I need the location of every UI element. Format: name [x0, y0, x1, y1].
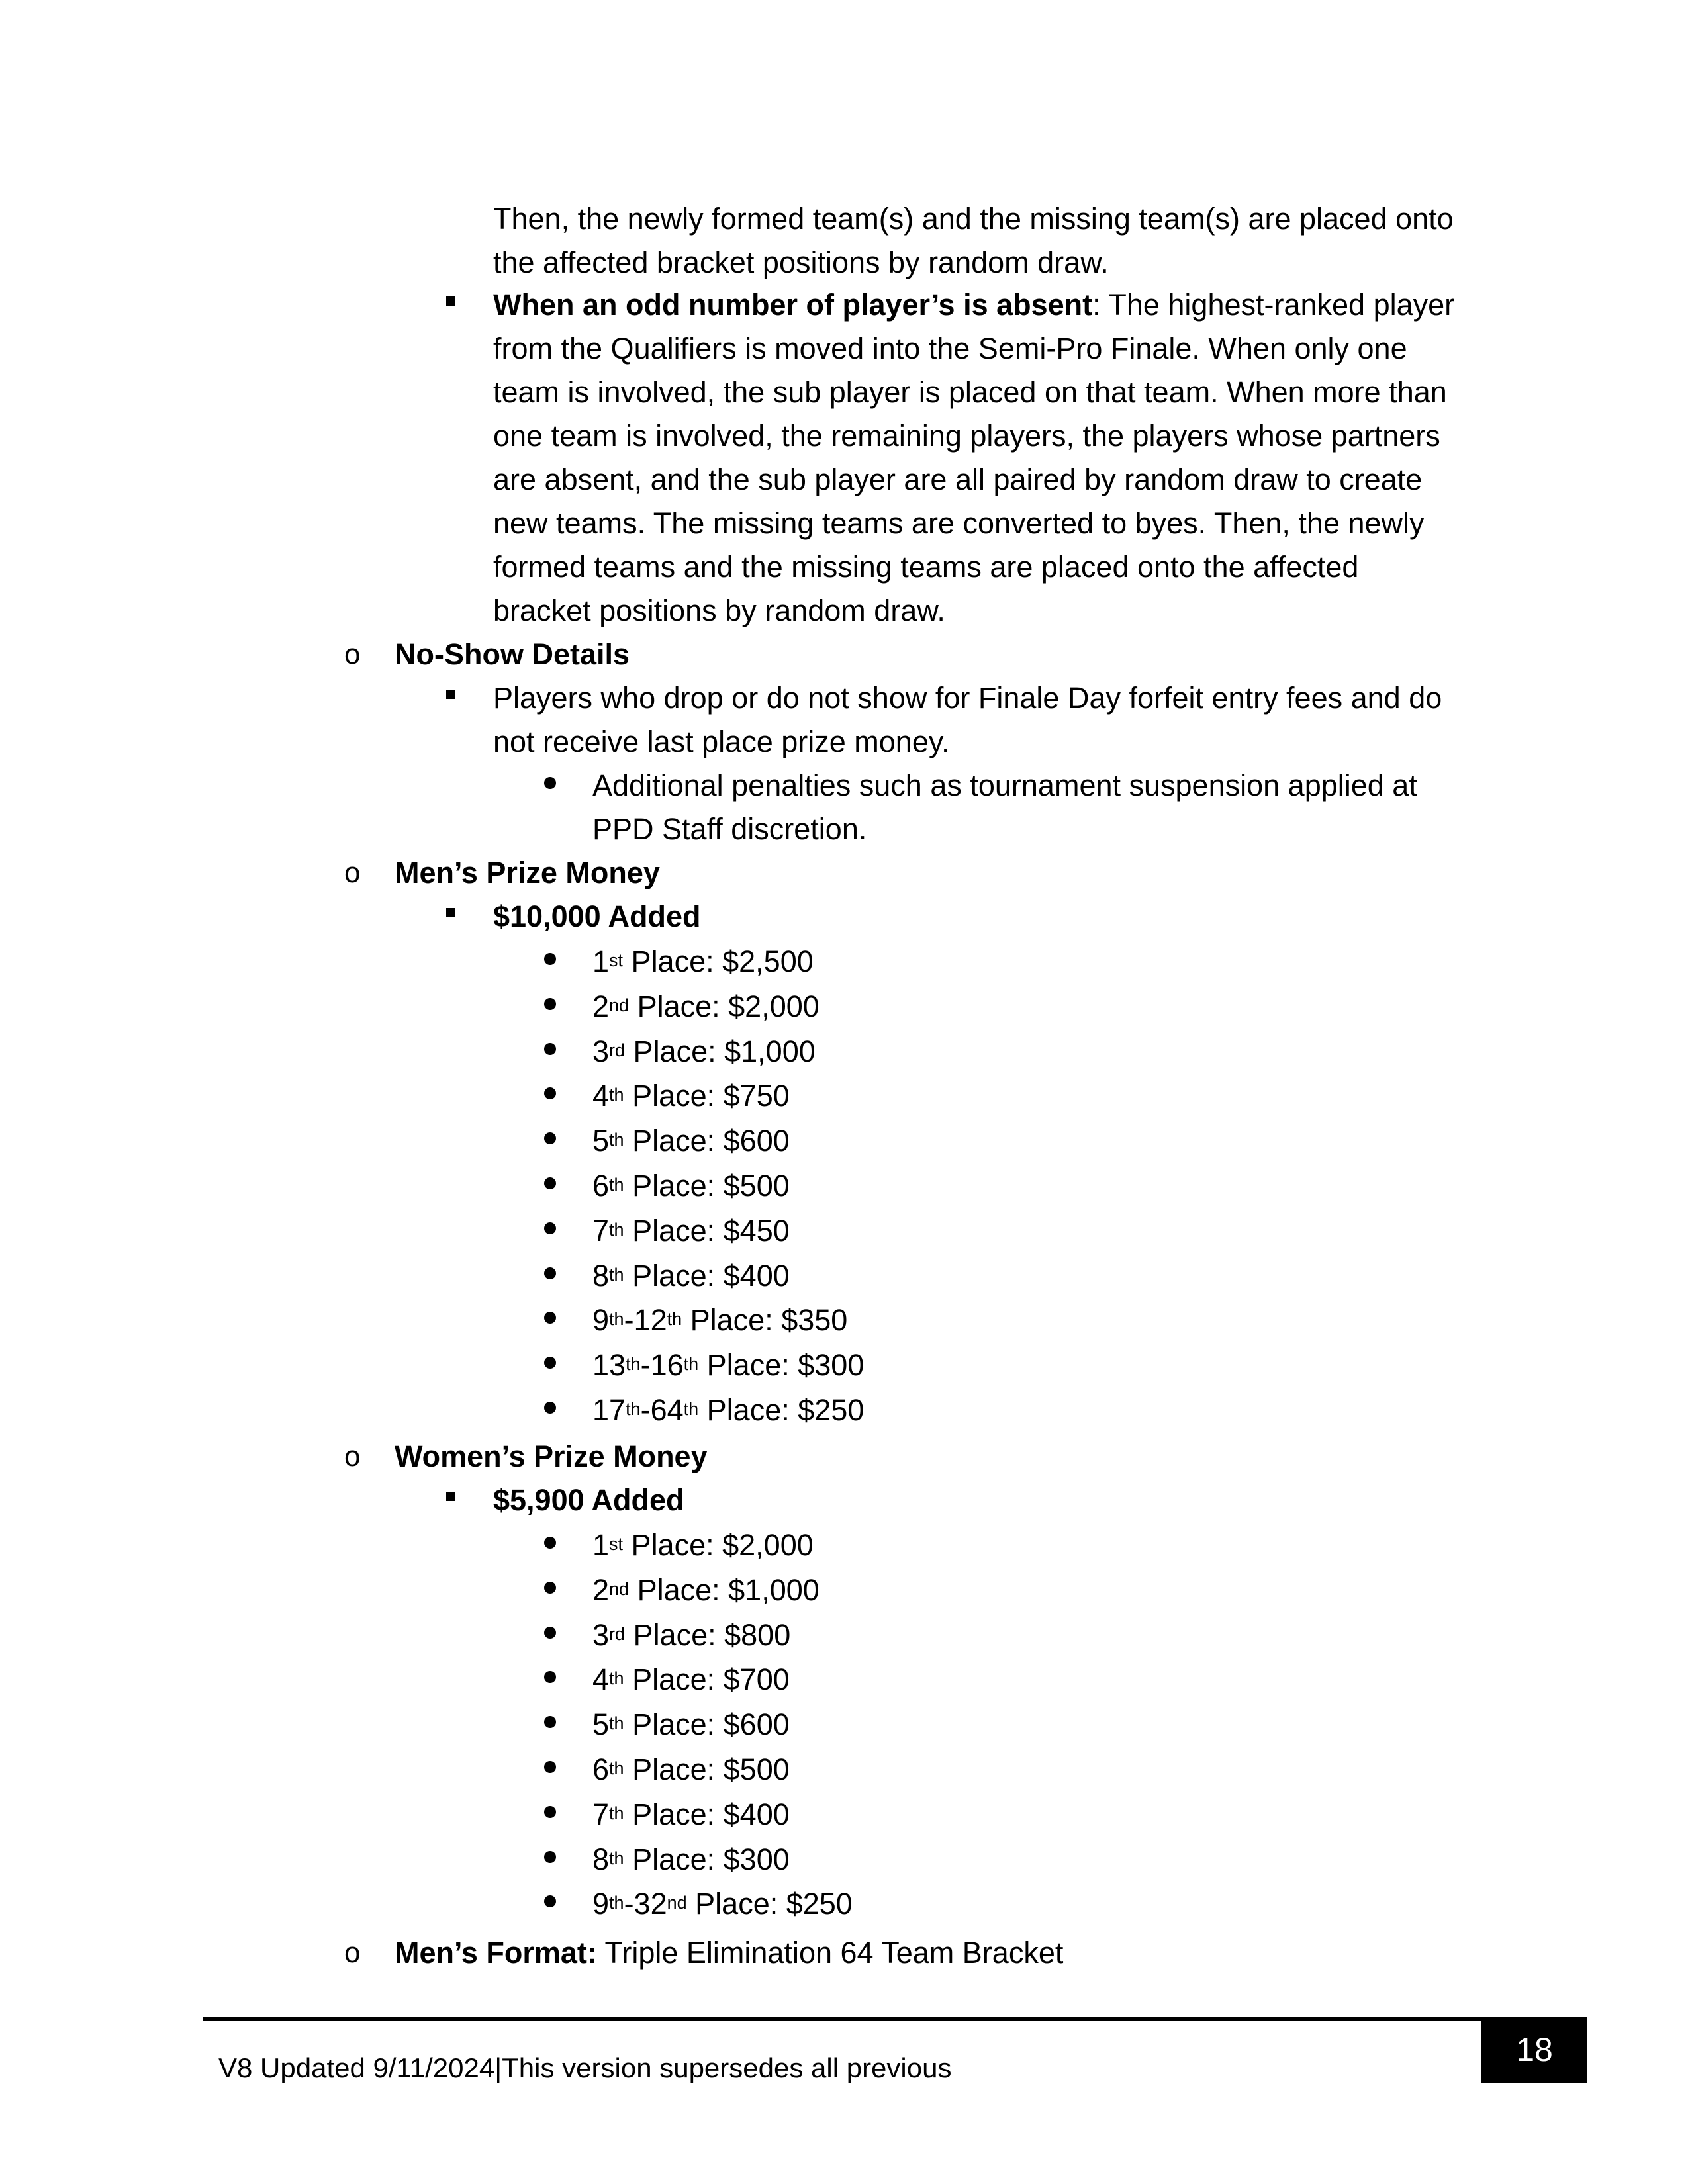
odd-absent-line: are absent, and the sub player are all paired by random draw to create — [493, 463, 1423, 496]
bullet-dot-icon — [544, 1761, 556, 1773]
place-amount: Place: $600 — [624, 1707, 790, 1742]
no-show-item-line: Players who drop or do not show for Finale Day forfeit entry fees and do — [493, 681, 1442, 715]
place-ordinal-suffix: nd — [667, 1893, 687, 1913]
bullet-dot-icon — [544, 1671, 556, 1683]
place-ordinal-suffix: th — [667, 1309, 682, 1330]
place-amount: Place: $350 — [682, 1303, 848, 1338]
place-ordinal-suffix: th — [609, 1174, 624, 1195]
odd-absent-line: formed teams and the missing teams are placed onto the affected — [493, 550, 1359, 584]
no-show-heading: No-Show Details — [395, 637, 630, 671]
place-ordinal-suffix: th — [609, 1713, 624, 1734]
odd-absent-line: team is involved, the sub player is placed on that team. When more than — [493, 375, 1447, 409]
place-ordinal-suffix: th — [609, 1264, 624, 1285]
place-ordinal-suffix: st — [609, 950, 624, 970]
outline-circle-icon: o — [344, 638, 361, 670]
prize-place-item — [592, 1703, 790, 1747]
bullet-dot-icon — [544, 1043, 556, 1055]
bullet-dot-icon — [544, 1222, 556, 1234]
place-number: 8 — [592, 1842, 610, 1876]
place-number: 7 — [592, 1213, 610, 1248]
place-number: 3 — [592, 1034, 610, 1068]
square-bullet-icon — [446, 296, 455, 306]
place-amount: Place: $300 — [624, 1842, 790, 1876]
prize-place-item — [592, 1254, 790, 1298]
place-ordinal-suffix: th — [609, 1848, 624, 1868]
footer-rule — [203, 2017, 1587, 2021]
place-ordinal-suffix: th — [626, 1354, 641, 1375]
bullet-dot-icon — [544, 1582, 556, 1594]
prize-place-item — [592, 1882, 853, 1926]
bullet-dot-icon — [544, 1895, 556, 1907]
bullet-dot-icon — [544, 1537, 556, 1549]
mens-format-label: Men’s Format: — [395, 1936, 597, 1970]
place-amount: Place: $2,500 — [623, 944, 814, 978]
footer-version-text: V8 Updated 9/11/2024|This version supersedes all previous — [218, 2052, 952, 2083]
continuation-line-1: Then, the newly formed team(s) and the missing team(s) are placed onto — [493, 202, 1454, 236]
place-number: 2 — [592, 1572, 610, 1607]
mens-prize-heading: Men’s Prize Money — [395, 856, 660, 889]
bullet-dot-icon — [544, 1312, 556, 1324]
bullet-dot-icon — [544, 1087, 556, 1099]
place-amount: Place: $2,000 — [623, 1528, 814, 1562]
no-show-item-line: not receive last place prize money. — [493, 725, 950, 758]
place-number: 5 — [592, 1707, 610, 1742]
womens-prize-heading: Women’s Prize Money — [395, 1439, 708, 1473]
outline-circle-icon: o — [344, 1440, 361, 1473]
bullet-dot-icon — [544, 1402, 556, 1414]
place-number: 9 — [592, 1303, 610, 1338]
mens-prize-added: $10,000 Added — [493, 899, 701, 933]
prize-place-item — [592, 1524, 814, 1567]
place-ordinal-suffix: th — [626, 1398, 641, 1419]
prize-place-item — [592, 1748, 790, 1792]
bullet-dot-icon — [544, 1177, 556, 1189]
odd-absent-line: new teams. The missing teams are converted to byes. Then, the newly — [493, 506, 1425, 540]
odd-absent-first-line — [493, 283, 1454, 327]
place-range-end: -64 — [640, 1393, 684, 1427]
place-number: 1 — [592, 1528, 610, 1562]
odd-absent-label: When an odd number of player’s is absent — [493, 288, 1093, 322]
outline-circle-icon: o — [344, 856, 361, 889]
place-amount: Place: $300 — [698, 1348, 865, 1383]
prize-place-item — [592, 1119, 790, 1163]
place-number: 6 — [592, 1752, 610, 1786]
prize-place-item — [592, 1343, 864, 1387]
place-amount: Place: $800 — [625, 1617, 791, 1652]
place-amount: Place: $2,000 — [629, 989, 820, 1023]
prize-place-item — [592, 940, 814, 983]
place-ordinal-suffix: th — [609, 1668, 624, 1689]
prize-place-item — [592, 1793, 790, 1837]
place-ordinal-suffix: rd — [609, 1040, 626, 1060]
prize-place-item — [592, 1074, 790, 1118]
square-bullet-icon — [446, 690, 455, 699]
place-amount: Place: $500 — [624, 1169, 790, 1203]
place-number: 8 — [592, 1258, 610, 1293]
place-amount: Place: $1,000 — [629, 1572, 820, 1607]
place-range-end: -12 — [624, 1303, 667, 1338]
place-amount: Place: $750 — [624, 1079, 790, 1113]
no-show-sub-line: Additional penalties such as tournament suspension applied at — [592, 768, 1417, 802]
place-ordinal-suffix: th — [609, 1309, 624, 1330]
place-amount: Place: $400 — [624, 1797, 790, 1831]
square-bullet-icon — [446, 1492, 455, 1501]
place-ordinal-suffix: nd — [609, 1578, 630, 1599]
outline-circle-icon: o — [344, 1936, 361, 1969]
odd-absent-line: one team is involved, the remaining players, the players whose partners — [493, 419, 1440, 453]
place-number: 5 — [592, 1124, 610, 1158]
place-amount: Place: $250 — [698, 1393, 865, 1427]
page-number: 18 — [1481, 2017, 1587, 2083]
place-amount: Place: $600 — [624, 1124, 790, 1158]
place-number: 13 — [592, 1348, 626, 1383]
mens-format-line — [395, 1931, 1063, 1975]
prize-place-item — [592, 1030, 816, 1073]
place-amount: Place: $700 — [624, 1662, 790, 1697]
no-show-sub-line: PPD Staff discretion. — [592, 812, 867, 846]
place-number: 9 — [592, 1887, 610, 1921]
place-number: 4 — [592, 1662, 610, 1697]
place-ordinal-suffix: th — [609, 1893, 624, 1913]
place-ordinal-suffix: rd — [609, 1623, 626, 1644]
place-amount: Place: $500 — [624, 1752, 790, 1786]
place-number: 6 — [592, 1169, 610, 1203]
prize-place-item — [592, 985, 820, 1028]
bullet-dot-icon — [544, 1806, 556, 1818]
prize-place-item — [592, 1164, 790, 1208]
prize-place-item — [592, 1209, 790, 1253]
place-ordinal-suffix: th — [609, 1219, 624, 1240]
continuation-line-2: the affected bracket positions by random draw. — [493, 246, 1109, 279]
bullet-dot-icon — [544, 953, 556, 965]
womens-prize-added: $5,900 Added — [493, 1483, 684, 1517]
square-bullet-icon — [446, 908, 455, 917]
place-ordinal-suffix: th — [683, 1354, 699, 1375]
place-ordinal-suffix: th — [683, 1398, 699, 1419]
mens-format-value: Triple Elimination 64 Team Bracket — [596, 1936, 1064, 1970]
place-amount: Place: $1,000 — [625, 1034, 816, 1068]
place-number: 4 — [592, 1079, 610, 1113]
place-ordinal-suffix: th — [609, 1085, 624, 1105]
place-ordinal-suffix: nd — [609, 995, 630, 1015]
place-amount: Place: $450 — [624, 1213, 790, 1248]
bullet-dot-icon — [544, 1267, 556, 1279]
bullet-dot-icon — [544, 1716, 556, 1728]
place-ordinal-suffix: th — [609, 1803, 624, 1823]
place-ordinal-suffix: th — [609, 1130, 624, 1150]
place-amount: Place: $400 — [624, 1258, 790, 1293]
prize-place-item — [592, 1569, 820, 1612]
odd-absent-line: from the Qualifiers is moved into the Semi-Pro Finale. When only one — [493, 332, 1407, 365]
bullet-dot-icon — [544, 1851, 556, 1863]
bullet-dot-icon — [544, 1357, 556, 1369]
place-ordinal-suffix: st — [609, 1533, 624, 1554]
place-amount: Place: $250 — [686, 1887, 853, 1921]
bullet-dot-icon — [544, 777, 556, 789]
place-number: 3 — [592, 1617, 610, 1652]
place-number: 2 — [592, 989, 610, 1023]
odd-absent-first-rest: : The highest-ranked player — [1092, 288, 1455, 322]
prize-place-item — [592, 1388, 864, 1432]
odd-absent-line: bracket positions by random draw. — [493, 594, 945, 627]
bullet-dot-icon — [544, 1627, 556, 1639]
prize-place-item — [592, 1614, 790, 1657]
place-range-end: -32 — [624, 1887, 667, 1921]
place-range-end: -16 — [640, 1348, 684, 1383]
place-ordinal-suffix: th — [609, 1758, 624, 1778]
place-number: 7 — [592, 1797, 610, 1831]
prize-place-item — [592, 1298, 847, 1342]
bullet-dot-icon — [544, 1132, 556, 1144]
prize-place-item — [592, 1658, 790, 1702]
prize-place-item — [592, 1838, 790, 1882]
bullet-dot-icon — [544, 998, 556, 1010]
place-number: 1 — [592, 944, 610, 978]
place-number: 17 — [592, 1393, 626, 1427]
